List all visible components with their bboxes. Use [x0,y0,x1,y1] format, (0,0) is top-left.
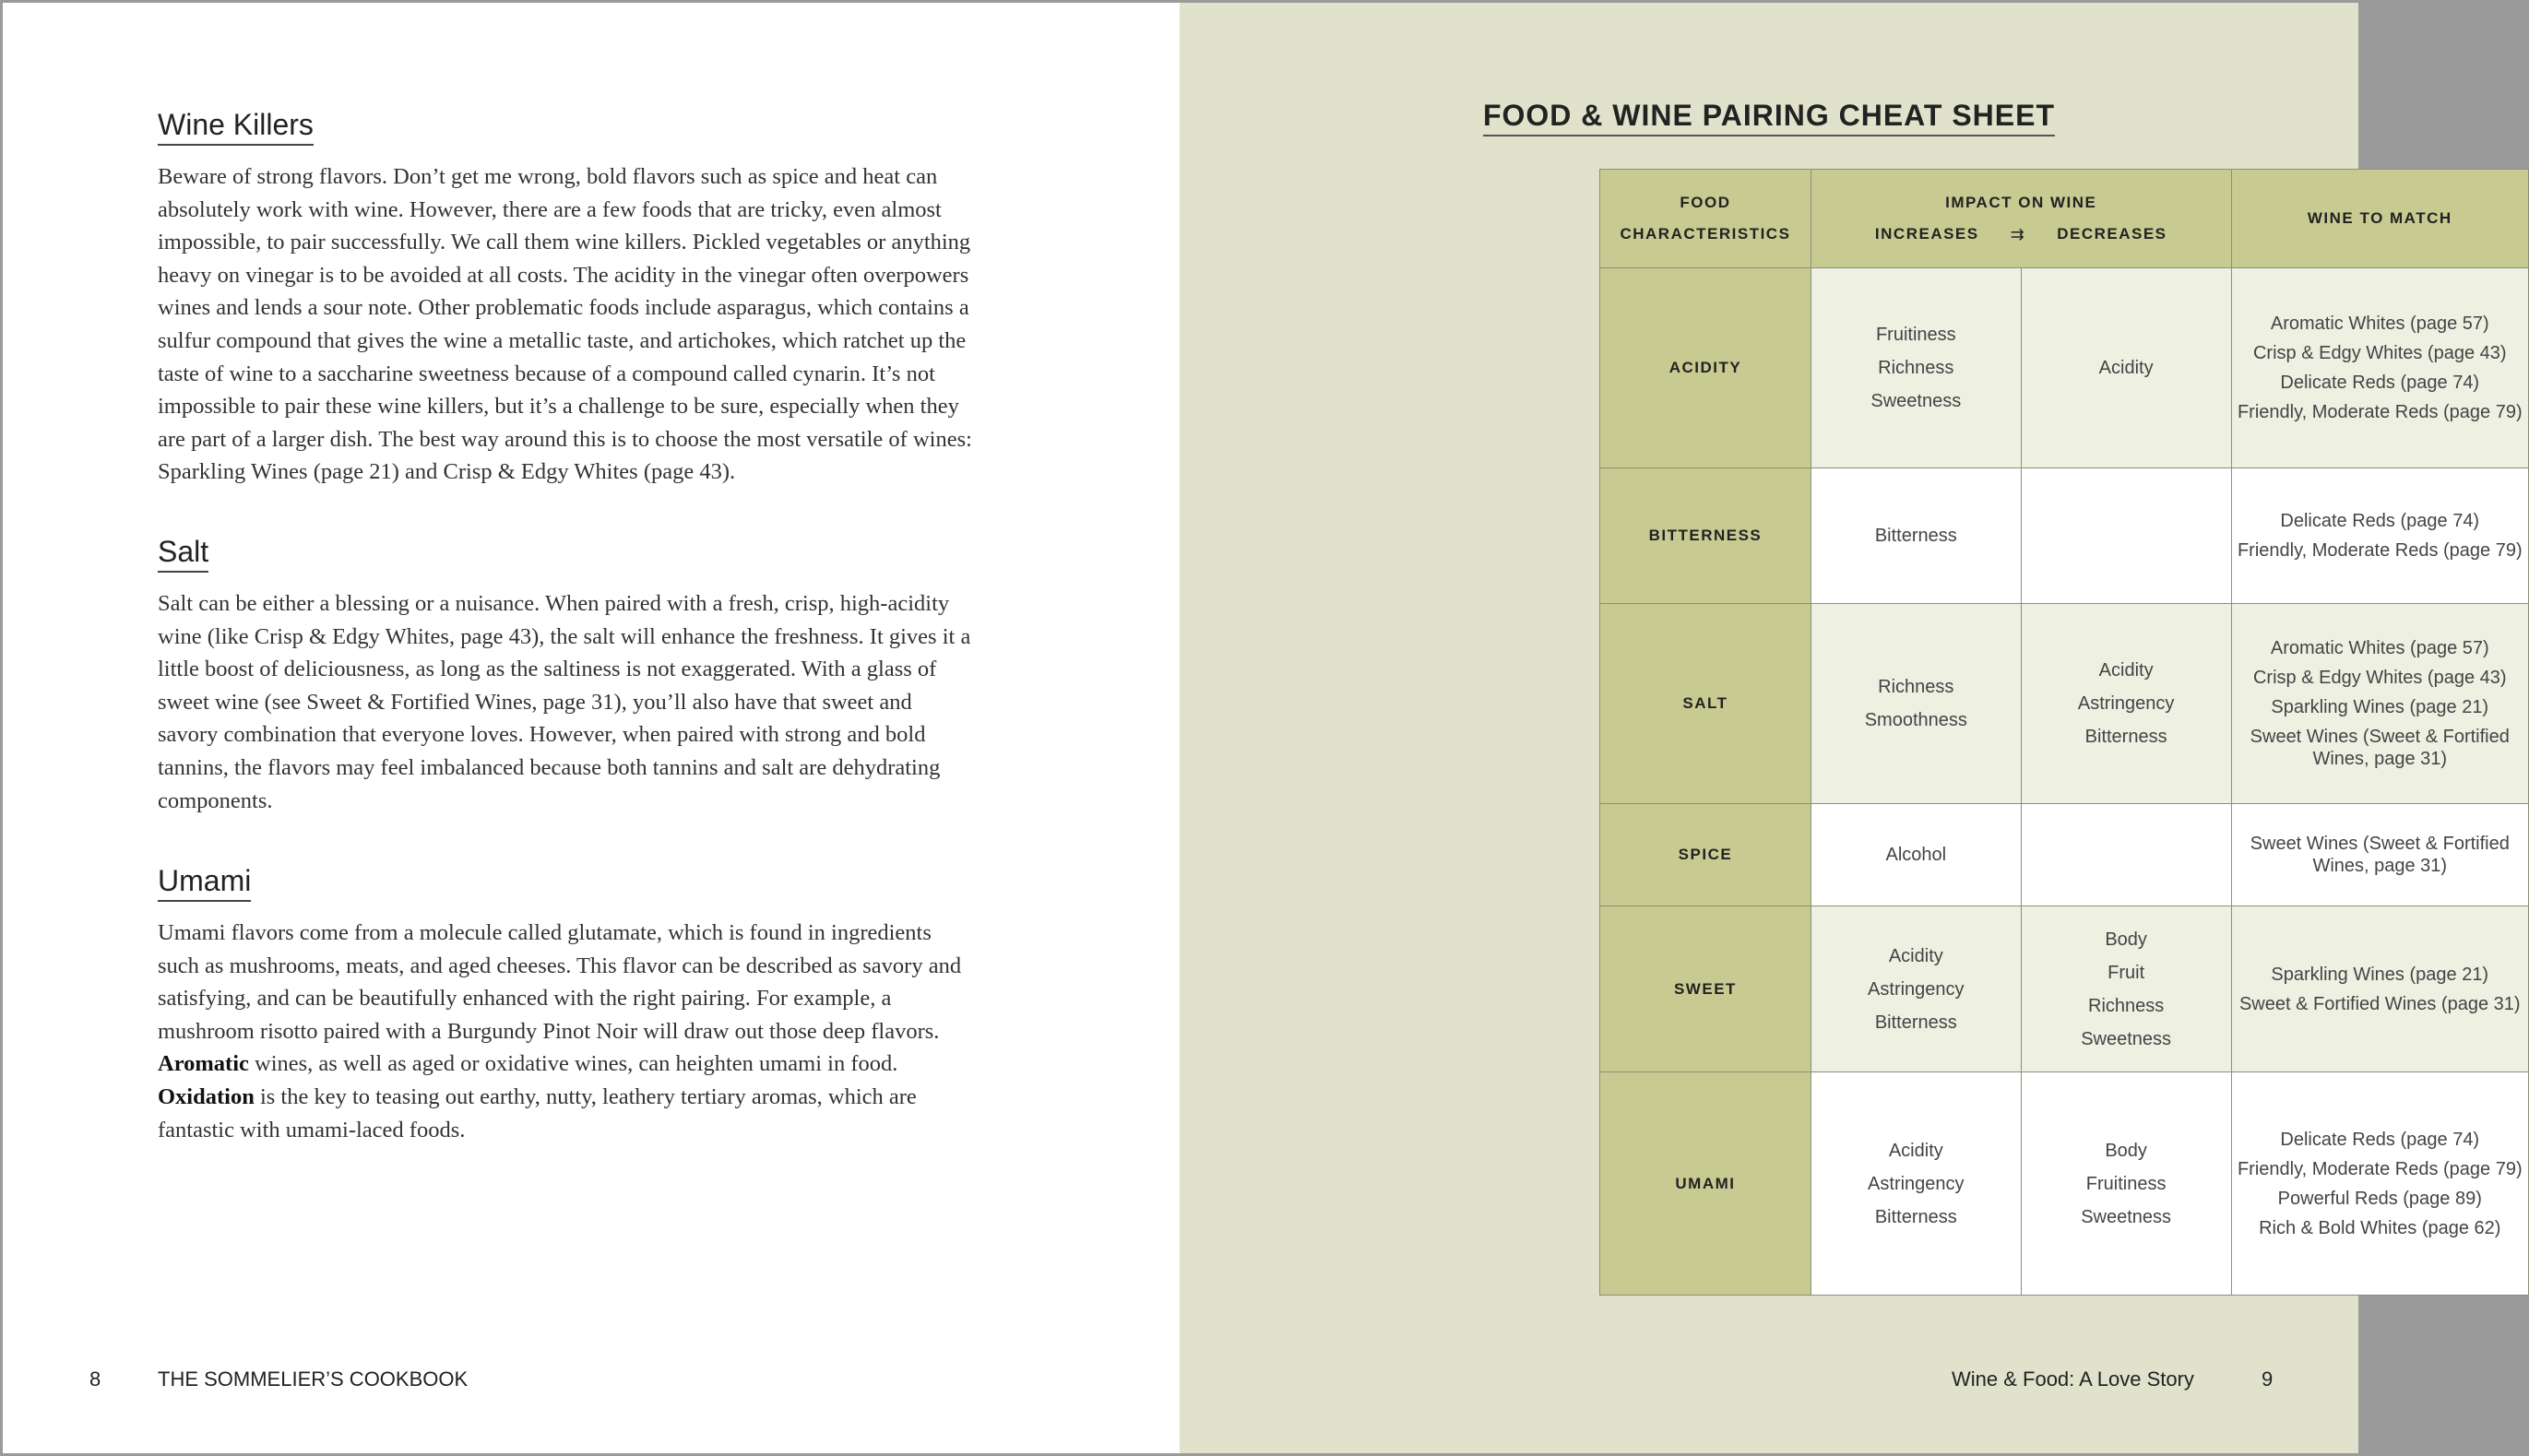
decreases-item: Astringency [2077,693,2175,714]
wine-item: Friendly, Moderate Reds (page 79) [2237,540,2523,561]
wine-item: Sweet Wines (Sweet & Fortified Wines, page 31) [2250,727,2510,769]
decreases-cell [2021,1072,2231,1296]
table-row [1600,268,2529,468]
header-impact-sub [1811,219,2231,250]
wine-item: Delicate Reds (page 74) [2280,1129,2480,1150]
increases-cell [1811,604,2021,804]
umami-text-1: Umami flavors come from a molecule called glutamate, which is found in ingredients such as mushrooms, meats, and aged cheeses. This flavor can be described as savory and satisfying, and can be beautifully enhanced with the right pairing. For example, a mushroom risotto paired with a Burgundy Pinot Noir will draw out those deep flavors. [158,920,962,1044]
section-body [158,917,974,1146]
wine-item: Aromatic Whites (page 57) [2270,638,2489,658]
cheat-sheet-title: FOOD & WINE PAIRING CHEAT SHEET [1483,99,2055,136]
section-title: Salt [158,535,208,573]
food-characteristic: BITTERNESS [1600,468,1811,604]
section-body: Salt can be either a blessing or a nuisance. When paired with a fresh, crisp, high-acidity wine (like Crisp & Edgy Whites, page 43), the salt will enhance the freshness. It gives it a little boost of deliciousness, as long as the saltiness is not exaggerated. With a glass of sweet wine (see Sweet & Fortified Wines, page 31), you’ll also have that sweet and savory combination that everyone loves. However, when paired with strong and bold tannins, the flavors may feel imbalanced because both tannins and salt are dehydrating components. [158,591,971,813]
cheat-sheet-title-wrap [1180,99,2358,136]
increases-item: Bitterness [1874,1012,1957,1033]
table-row [1600,604,2529,804]
decreases-item: Bitterness [2084,727,2167,747]
food-characteristic: ACIDITY [1600,268,1811,468]
book-spread [3,3,2523,1453]
wine-item: Crisp & Edgy Whites (page 43) [2252,668,2507,688]
chapter-title: Wine & Food: A Love Story [1952,1367,2194,1391]
section-title: Umami [158,864,251,902]
increases-item: Smoothness [1864,710,1967,730]
wine-item: Crisp & Edgy Whites (page 43) [2252,343,2507,363]
wine-to-match-cell [2231,1072,2528,1296]
header-increases: INCREASES [1874,225,1979,243]
decreases-item: Body [2105,1140,2147,1161]
wine-item: Sweet Wines (Sweet & Fortified Wines, page 31) [2250,834,2510,876]
header-wine-to-match: WINE TO MATCH [2231,170,2528,268]
table-body [1600,268,2529,1296]
food-characteristic: SPICE [1600,804,1811,906]
header-food-line1: FOOD [1680,194,1731,211]
table-row [1600,468,2529,604]
wine-item: Delicate Reds (page 74) [2280,511,2480,531]
right-page-number: 9 [2262,1367,2274,1391]
increases-item: Fruitiness [1875,325,1956,345]
header-food-line2: CHARACTERISTICS [1620,225,1791,243]
left-page [3,3,1180,1453]
increases-item: Bitterness [1874,1206,1957,1227]
increases-item: Acidity [1888,945,1943,966]
decreases-cell [2021,604,2231,804]
wine-to-match-cell [2231,804,2528,906]
increases-cell [1811,1072,2021,1296]
wine-to-match-cell [2231,906,2528,1072]
increases-cell [1811,468,2021,604]
decreases-item: Acidity [2098,358,2154,378]
umami-text-3: is the key to teasing out earthy, nutty, leathery tertiary aromas, which are fantastic with umami-laced foods. [158,1083,917,1142]
table-header-row [1600,170,2529,268]
increases-cell [1811,268,2021,468]
wine-item: Rich & Bold Whites (page 62) [2259,1217,2501,1238]
book-title: THE SOMMELIER’S COOKBOOK [158,1367,469,1391]
decreases-cell [2021,804,2231,906]
wine-to-match-cell [2231,268,2528,468]
decreases-item: Body [2105,929,2147,950]
increases-item: Alcohol [1885,845,1947,865]
decreases-item: Sweetness [2081,1206,2172,1227]
food-characteristic: UMAMI [1600,1072,1811,1296]
header-impact-on-wine [1811,170,2231,268]
wine-item: Sparkling Wines (page 21) [2271,964,2489,985]
increases-item: Acidity [1888,1140,1943,1161]
aromatic-bold: Aromatic [158,1051,249,1077]
increases-item: Astringency [1868,1173,1965,1194]
section-wine-killers [158,108,974,489]
wine-item: Sweet & Fortified Wines (page 31) [2238,993,2521,1014]
decreases-cell [2021,468,2231,604]
wine-to-match-cell [2231,468,2528,604]
wine-item: Aromatic Whites (page 57) [2270,314,2489,334]
wine-item: Friendly, Moderate Reds (page 79) [2237,402,2523,422]
wine-item: Sparkling Wines (page 21) [2271,697,2489,717]
header-food-characteristics [1600,170,1811,268]
increases-cell [1811,906,2021,1072]
header-impact-label: IMPACT ON WINE [1945,194,2097,211]
section-title: Wine Killers [158,108,314,146]
right-page [1180,3,2523,1453]
food-characteristic: SALT [1600,604,1811,804]
increases-item: Richness [1878,358,1954,378]
header-decreases: DECREASES [2057,225,2167,243]
section-salt [158,535,974,817]
food-characteristic: SWEET [1600,906,1811,1072]
decreases-cell [2021,268,2231,468]
decreases-item: Sweetness [2081,1028,2172,1049]
oxidation-bold: Oxidation [158,1083,255,1109]
pairing-table [1599,169,2529,1296]
decreases-item: Acidity [2098,660,2154,681]
wine-item: Friendly, Moderate Reds (page 79) [2237,1158,2523,1179]
increases-item: Sweetness [1870,391,1962,411]
table-row [1600,906,2529,1072]
section-body: Beware of strong flavors. Don’t get me wrong, bold flavors such as spice and heat can absolutely work with wine. However, there are a few foods that are tricky, even almost impossible, to pair successfully. We call them wine killers. Pickled vegetables or anything heavy on vinegar is to be avoided at all costs. The acidity in the vinegar often overpowers wines and lends a sour note. Other problematic foods include asparagus, which contains a sulfur compound that gives the wine a metallic taste, and artichokes, which ratchet up the taste of wine to a saccharine sweetness because of a compound called cynarin. It’s not impossible to pair these wine killers, but it’s a challenge to be sure, especially when they are part of a larger dish. The best way around this is to choose the most versatile of wines: Sparkling Wines (page 21) and Crisp & Edgy Whites (page 43). [158,164,972,485]
decreases-cell [2021,906,2231,1072]
decreases-item: Fruit [2108,962,2145,983]
section-umami [158,864,974,1146]
increases-item: Richness [1878,677,1954,697]
wine-to-match-cell [2231,604,2528,804]
wine-item: Delicate Reds (page 74) [2280,373,2480,393]
table-row [1600,1072,2529,1296]
increases-item: Astringency [1868,978,1965,1000]
decreases-item: Richness [2088,995,2165,1016]
table-row [1600,804,2529,906]
left-page-number: 8 [89,1367,101,1391]
increases-cell [1811,804,2021,906]
wine-item: Powerful Reds (page 89) [2277,1188,2482,1209]
decreases-item: Fruitiness [2085,1173,2167,1194]
double-arrow-icon: ⇉ [2010,225,2026,243]
increases-item: Bitterness [1874,526,1957,546]
umami-text-2: wines, as well as aged or oxidative wines, can heighten umami in food. [255,1051,898,1077]
